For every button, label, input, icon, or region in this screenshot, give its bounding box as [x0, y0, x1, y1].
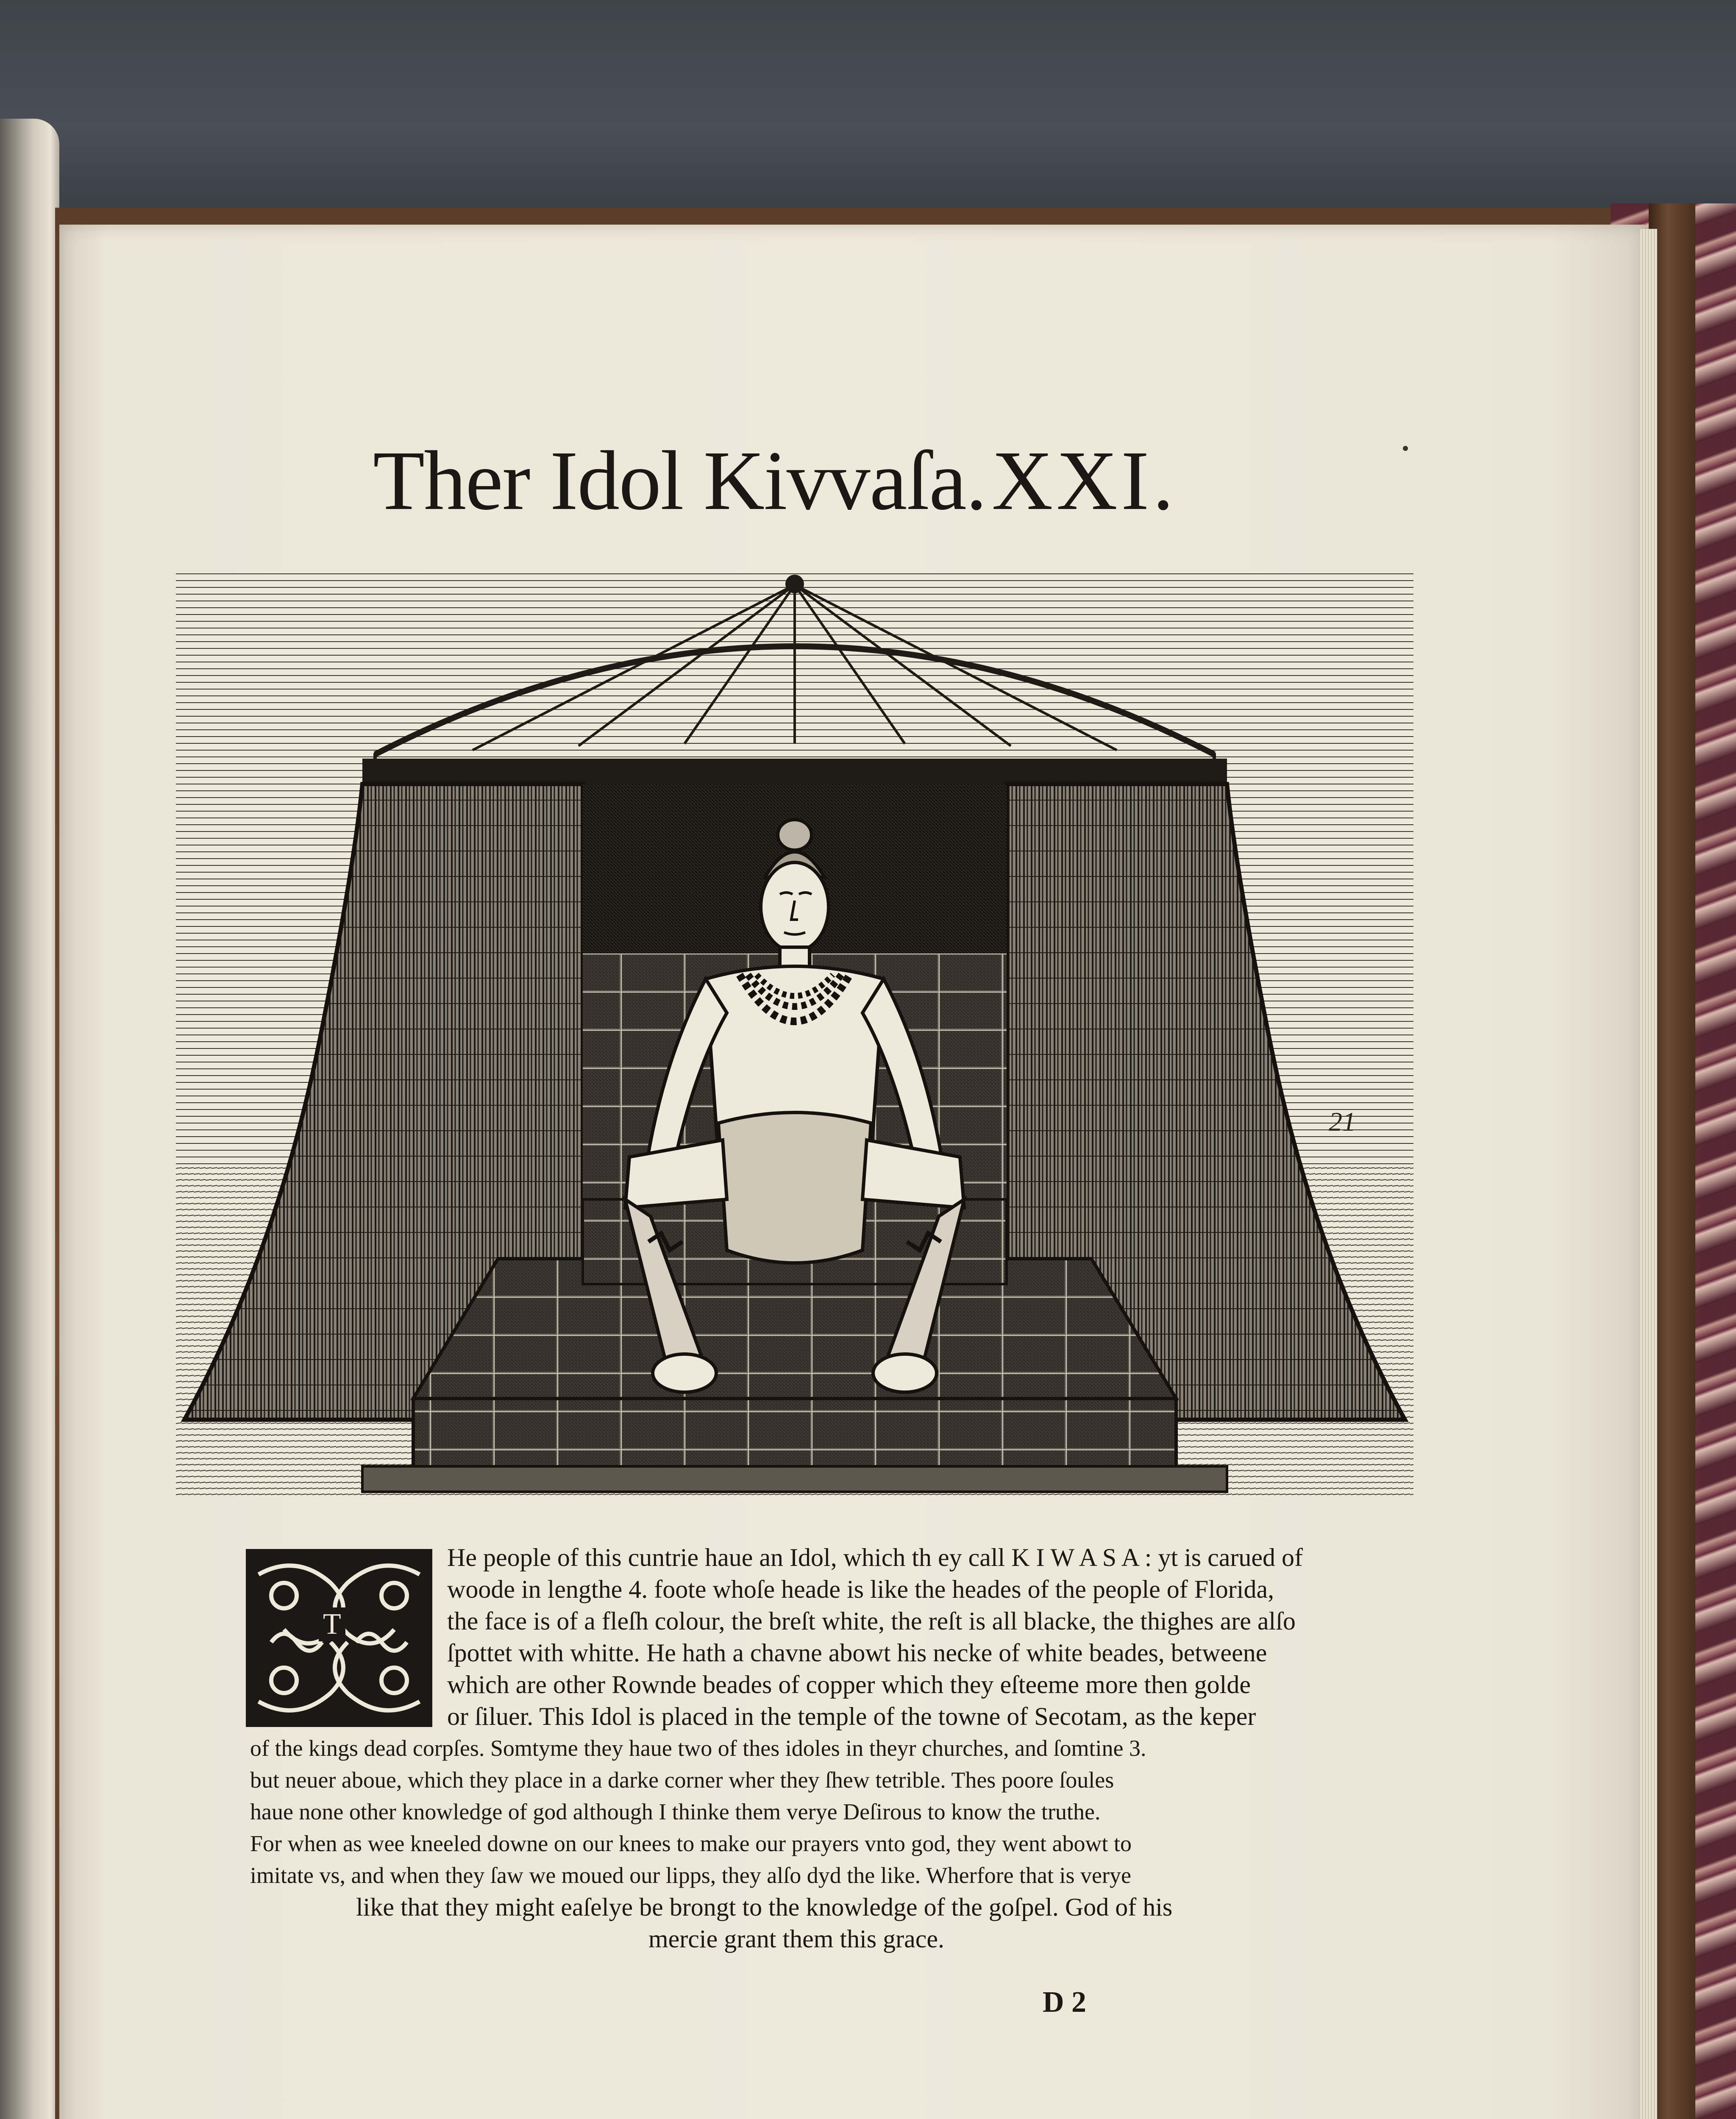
page-heading [0, 432, 1736, 526]
ornamental-drop-cap [246, 1549, 432, 1727]
text-line-8: but neuer aboue, which they place in a darke corner wher they ſhew tetrible. Thes poore ſoules [250, 1767, 1114, 1793]
text-line-3: the face is of a fleſh colour, the breſt white, the reſt is all blacke, the thighes are alſo [447, 1607, 1296, 1635]
text-line-11: imitate vs, and when they ſaw we moued our lipps, they alſo dyd the like. Wherfore that is verye [250, 1863, 1131, 1888]
text-line-6: or ſiluer. This Idol is placed in the temple of the towne of Secotam, as the keper [447, 1702, 1256, 1730]
plate-number: XXI. [992, 434, 1177, 528]
text-line-12: like that they might eaſelye be brongt to the knowledge of the goſpel. God of his [356, 1893, 1173, 1921]
text-line-1: He people of this cuntrie haue an Idol, which th ey call K I W A S A : yt is carued of [447, 1543, 1303, 1571]
drop-cap-letter: T [319, 1607, 345, 1641]
text-line-5: which are other Rownde beades of copper which they eſteeme more then golde [447, 1671, 1251, 1699]
scanner-backdrop-top [0, 0, 1736, 212]
signature-mark: D 2 [1043, 1986, 1087, 2019]
text-line-9: haue none other knowledge of god although I thinke them verye Deſirous to know the truthe. [250, 1799, 1101, 1824]
page-title: Ther Idol Kivvaſa. [373, 434, 986, 528]
text-line-7: of the kings dead corpſes. Somtyme they haue two of thes idoles in theyr churches, and ſomtine 3. [250, 1735, 1146, 1761]
text-line-10: For when as wee kneeled downe on our knees to make our prayers vnto god, they went abowt to [250, 1831, 1132, 1856]
text-line-2: woode in lengthe 4. foote whoſe heade is like the heades of the people of Florida, [447, 1575, 1274, 1603]
text-line-4: ſpottet with whitte. He hath a chavne abowt his necke of white beades, betweene [447, 1639, 1267, 1667]
plate-signature-mark: 21 [1329, 1107, 1356, 1137]
engraving-illustration [176, 572, 1413, 1496]
left-page-curl [0, 119, 59, 2119]
text-line-13: mercie grant them this grace. [648, 1925, 945, 1953]
engraved-idol-in-temple-icon [176, 572, 1413, 1496]
